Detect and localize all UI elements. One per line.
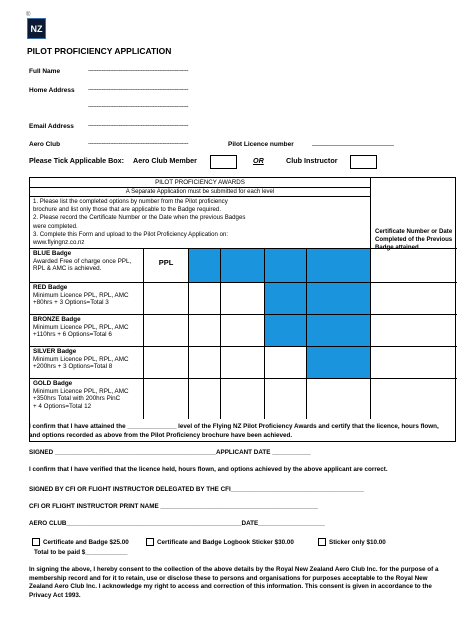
instruction-line: brochure and list only those that are applicable to the Badge required. bbox=[33, 206, 222, 214]
badge-detail: +110hrs + 6 Options=Total 6 bbox=[33, 331, 112, 339]
certificate-cell[interactable] bbox=[371, 379, 457, 419]
badge-detail: +200hrs + 3 Options=Total 8 bbox=[33, 363, 113, 371]
badge-row-blue bbox=[30, 249, 457, 283]
awards-instructions bbox=[30, 197, 371, 249]
certificate-sticker-label: Certificate and Badge Logbook Sticker $30.00 bbox=[157, 539, 294, 546]
option-cell[interactable] bbox=[189, 379, 221, 419]
aero-club-label: Aero Club bbox=[29, 141, 61, 148]
home-address-label: Home Address bbox=[29, 87, 75, 94]
badge-row-gold bbox=[30, 379, 457, 419]
certificate-cell[interactable] bbox=[371, 283, 457, 314]
option-cell[interactable] bbox=[144, 283, 189, 314]
certificate-sticker-checkbox[interactable] bbox=[146, 538, 154, 546]
badge-name: BLUE Badge bbox=[33, 250, 72, 257]
verify-statement: I confirm that I have verified that the licence held, hours flown, and options achieved by the above applicant are correct. bbox=[29, 466, 388, 473]
badge-detail: + 4 Options=Total 12 bbox=[33, 402, 92, 410]
option-cell[interactable] bbox=[221, 347, 265, 378]
badge-desc bbox=[30, 379, 144, 419]
aero-club-member-checkbox[interactable] bbox=[210, 155, 237, 169]
shaded-cell bbox=[265, 283, 307, 314]
badge-desc bbox=[30, 283, 144, 314]
certificate-badge-label: Certificate and Badge $25.00 bbox=[43, 539, 129, 546]
cfi-signature-line[interactable]: SIGNED BY CFI OR FLIGHT INSTRUCTOR DELEGATED BY THE CFI______________________________________ bbox=[29, 486, 364, 493]
registered-mark: ® bbox=[26, 12, 31, 18]
option-cell[interactable] bbox=[221, 283, 265, 314]
badge-row-bronze bbox=[30, 315, 457, 347]
badge-detail: Minimum Licence PPL, RPL, AMC bbox=[33, 355, 129, 363]
total-paid-line[interactable]: Total to be paid $____________ bbox=[34, 549, 128, 556]
badge-detail: RPL & AMC is achieved. bbox=[33, 265, 102, 273]
certificate-cell[interactable] bbox=[371, 249, 457, 282]
instruction-line: were completed. bbox=[33, 222, 78, 230]
option-cell[interactable] bbox=[265, 379, 307, 419]
badge-name: SILVER Badge bbox=[33, 348, 77, 355]
licence-label: Pilot Licence number bbox=[228, 141, 294, 148]
shaded-cell bbox=[221, 249, 265, 282]
badge-row-silver bbox=[30, 347, 457, 379]
sticker-only-label: Sticker only $10.00 bbox=[329, 539, 386, 546]
sticker-only-checkbox[interactable] bbox=[318, 538, 326, 546]
badge-detail: Minimum Licence PPL, RPL, AMC bbox=[33, 291, 129, 299]
option-cell[interactable] bbox=[189, 347, 221, 378]
shaded-cell bbox=[265, 249, 307, 282]
instruction-line: 2. Please record the Certificate Number or the Date when the previous Badges bbox=[33, 214, 246, 222]
email-field[interactable]: ----------------------------------------------------------- bbox=[88, 123, 189, 129]
shaded-cell bbox=[307, 315, 371, 346]
shaded-cell bbox=[307, 347, 371, 378]
option-cell[interactable] bbox=[221, 315, 265, 346]
badge-detail: +80hrs + 3 Options=Total 3 bbox=[33, 299, 109, 307]
shaded-cell bbox=[189, 249, 221, 282]
awards-title: PILOT PROFICIENCY AWARDS bbox=[30, 178, 371, 188]
badge-desc bbox=[30, 249, 144, 282]
confirm-statement: I confirm that I have attained the ______________ level of the Flying NZ Pilot Proficiency Awards and certify that the licence, hours flown, and options recorded as above from the Pilot Proficiency brochure have been achieved. bbox=[29, 423, 439, 439]
badge-row-red bbox=[30, 283, 457, 315]
licence-field[interactable]: ___________________________ bbox=[312, 140, 394, 146]
certificate-badge-checkbox[interactable] bbox=[32, 538, 40, 546]
certificate-column-header: Certificate Number or Date Completed of the Previous Badge attained bbox=[371, 178, 457, 249]
badge-name: BRONZE Badge bbox=[33, 316, 81, 323]
badge-desc bbox=[30, 347, 144, 378]
website-link[interactable]: www.flyingnz.co.nz bbox=[33, 239, 85, 247]
option-cell[interactable] bbox=[265, 347, 307, 378]
certificate-cell[interactable] bbox=[371, 347, 457, 378]
awards-subtitle: A Separate Application must be submitted for each level bbox=[30, 188, 371, 197]
badge-desc bbox=[30, 315, 144, 346]
certificate-cell[interactable] bbox=[371, 315, 457, 346]
applicant-signature-line[interactable]: SIGNED ______________________________________________APPLICANT DATE ___________ bbox=[29, 449, 311, 456]
aero-club-member-label: Aero Club Member bbox=[133, 156, 197, 165]
badge-name: GOLD Badge bbox=[33, 380, 73, 387]
or-label: OR bbox=[253, 156, 264, 165]
option-cell[interactable] bbox=[189, 283, 221, 314]
page-title: PILOT PROFICIENCY APPLICATION bbox=[27, 46, 172, 56]
instruction-line: 1. Please list the completed options by number from the Pilot proficiency bbox=[33, 198, 228, 205]
full-name-field[interactable]: ----------------------------------------------------------- bbox=[88, 68, 189, 74]
badge-detail: Minimum Licence PPL, RPL, AMC bbox=[33, 387, 129, 395]
home-address-field-1[interactable]: ----------------------------------------------------------- bbox=[88, 87, 189, 93]
aero-club-date-line[interactable]: AERO CLUB__________________________________________________DATE___________________ bbox=[29, 520, 325, 527]
awards-table bbox=[29, 177, 456, 442]
badge-detail: +350hrs Total with 200hrs PinC bbox=[33, 395, 121, 403]
privacy-consent: In signing the above, I hereby consent to the collection of the above details by the Royal New Zealand Aero Club Inc. for the purpose of a membership record and for it to retain, use or disclose these to persons and organisations for purposes acceptable to the Royal New Zealand Aero Club Inc. I acknowledge my right to access and correction of this information. This consent is given in accordance to the Privacy Act 1993. bbox=[29, 566, 439, 599]
option-cell[interactable] bbox=[189, 315, 221, 346]
instruction-line: 3. Complete this Form and upload to the Pilot Proficiency Application on: bbox=[33, 230, 229, 238]
flying-nz-logo: NZ bbox=[27, 18, 46, 39]
option-cell[interactable] bbox=[307, 379, 371, 419]
club-instructor-label: Club Instructor bbox=[286, 156, 338, 165]
option-cell[interactable] bbox=[144, 315, 189, 346]
option-cell[interactable] bbox=[221, 379, 265, 419]
ppl-label: PPL bbox=[144, 249, 189, 282]
badge-detail: Awarded Free of charge once PPL, bbox=[33, 257, 132, 265]
shaded-cell bbox=[265, 315, 307, 346]
badge-detail: Minimum Licence PPL, RPL, AMC bbox=[33, 323, 129, 331]
email-label: Email Address bbox=[29, 123, 74, 130]
aero-club-field[interactable]: ----------------------------------------------------------- bbox=[88, 141, 189, 147]
full-name-label: Full Name bbox=[29, 68, 61, 75]
shaded-cell bbox=[307, 249, 371, 282]
option-cell[interactable] bbox=[144, 347, 189, 378]
badge-name: RED Badge bbox=[33, 284, 68, 291]
tick-prompt: Please Tick Applicable Box: bbox=[29, 156, 125, 165]
home-address-field-2[interactable]: ----------------------------------------------------------- bbox=[88, 104, 189, 110]
shaded-cell bbox=[307, 283, 371, 314]
option-cell[interactable] bbox=[144, 379, 189, 419]
club-instructor-checkbox[interactable] bbox=[350, 155, 377, 169]
cfi-name-line[interactable]: CFI OR FLIGHT INSTRUCTOR PRINT NAME _____________________________________________ bbox=[29, 503, 319, 510]
